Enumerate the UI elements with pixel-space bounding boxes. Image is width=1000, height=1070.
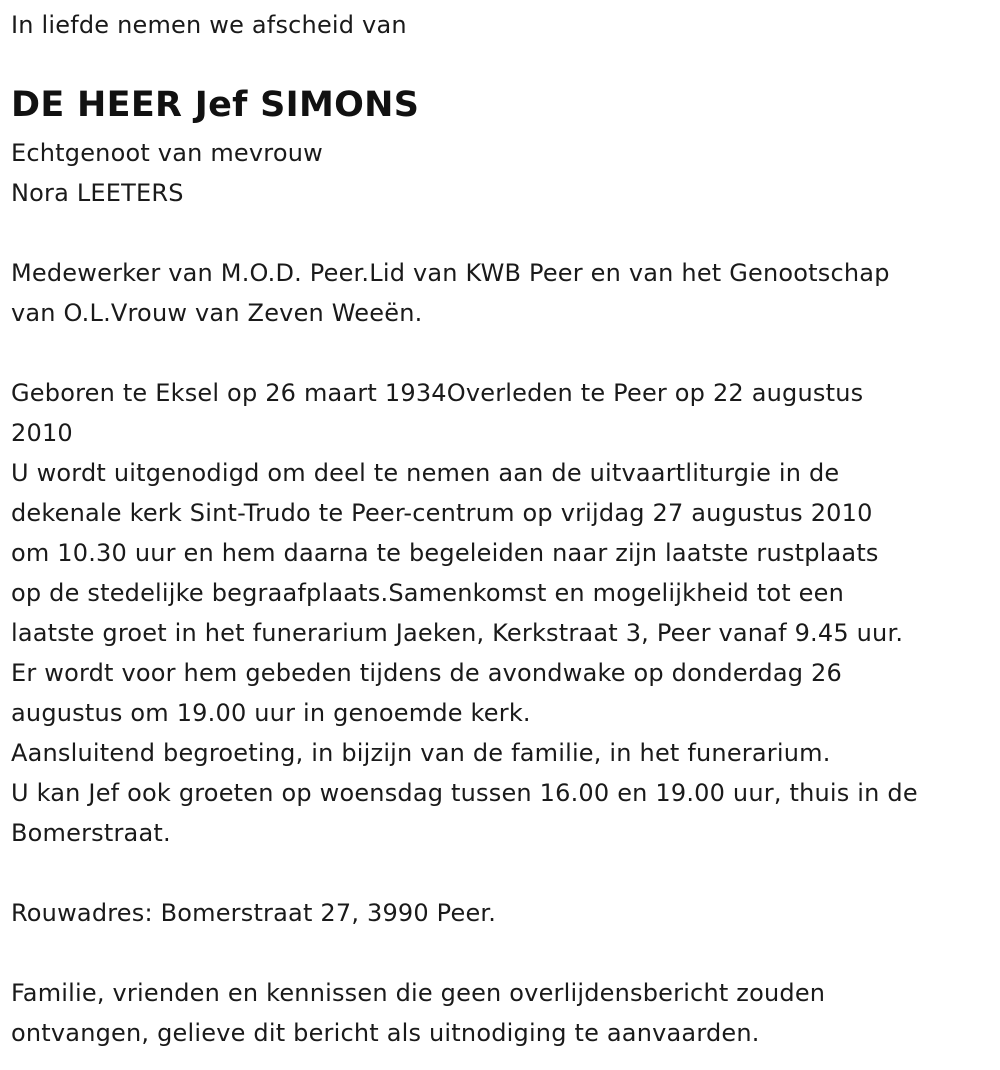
details-line: dekenale kerk Sint-Trudo te Peer-centrum op vrijdag 27 augustus 2010 [11,499,873,527]
intro-text: In liefde nemen we afscheid van [11,11,407,39]
closing-block [11,973,825,1053]
affiliation-line: Medewerker van M.O.D. Peer.Lid van KWB Peer en van het Genootschap [11,259,890,287]
deceased-name: DE HEER Jef SIMONS [11,85,420,125]
details-line: laatste groet in het funerarium Jaeken, Kerkstraat 3, Peer vanaf 9.45 uur. [11,619,904,647]
details-line: U wordt uitgenodigd om deel te nemen aan de uitvaartliturgie in de [11,459,840,487]
affiliation-line: van O.L.Vrouw van Zeven Weeën. [11,299,423,327]
affiliations-block [11,253,890,333]
details-line: Geboren te Eksel op 26 maart 1934Overleden te Peer op 22 augustus [11,379,864,407]
details-line: om 10.30 uur en hem daarna te begeleiden naar zijn laatste rustplaats [11,539,879,567]
mourning-address: Rouwadres: Bomerstraat 27, 3990 Peer. [11,899,497,927]
closing-line: Familie, vrienden en kennissen die geen overlijdensbericht zouden [11,979,826,1007]
details-line: augustus om 19.00 uur in genoemde kerk. [11,699,531,727]
details-line: Bomerstraat. [11,819,171,847]
spouse-name: Nora LEETERS [11,179,184,207]
details-line: U kan Jef ook groeten op woensdag tussen 16.00 en 19.00 uur, thuis in de [11,779,918,807]
details-line: Aansluitend begroeting, in bijzijn van de familie, in het funerarium. [11,739,831,767]
spouse-block [11,133,323,213]
closing-line: ontvangen, gelieve dit bericht als uitnodiging te aanvaarden. [11,1019,760,1047]
details-line: op de stedelijke begraafplaats.Samenkomst en mogelijkheid tot een [11,579,845,607]
details-block [11,373,918,853]
spouse-line: Echtgenoot van mevrouw [11,139,323,167]
details-line: 2010 [11,419,73,447]
details-line: Er wordt voor hem gebeden tijdens de avondwake op donderdag 26 [11,659,842,687]
